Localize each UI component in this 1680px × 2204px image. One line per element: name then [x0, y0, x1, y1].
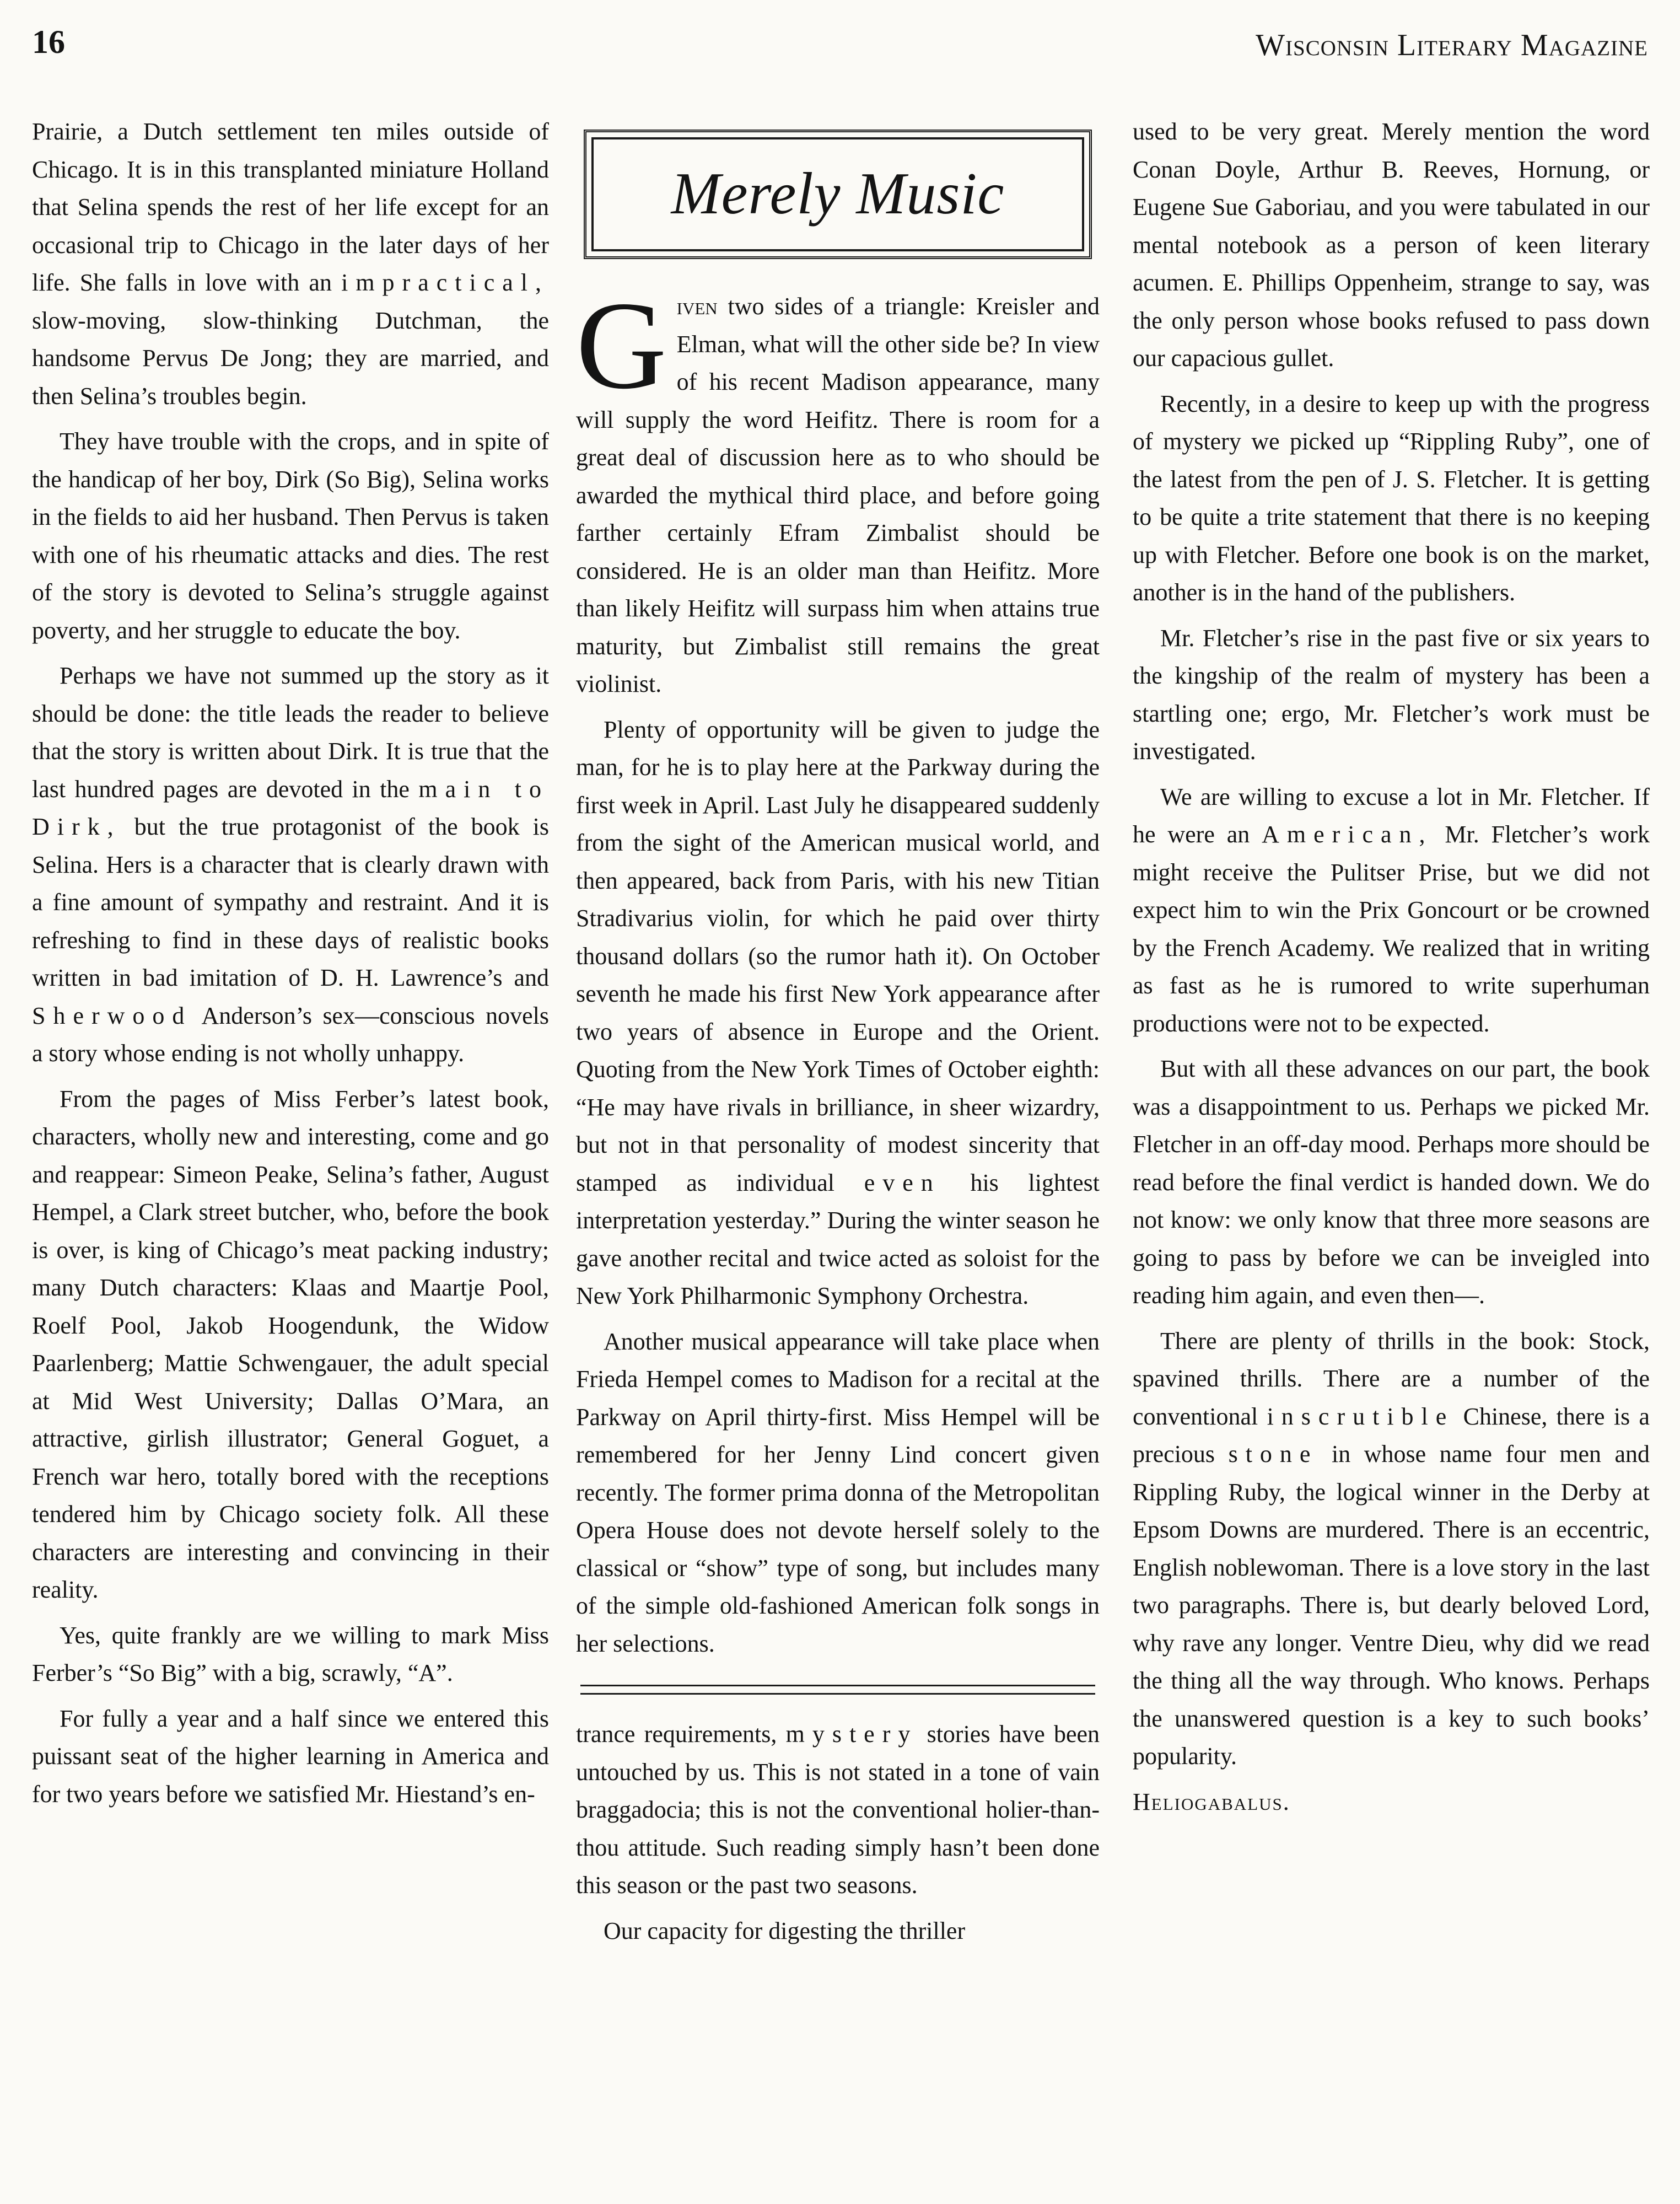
text-span: slow-moving, slow-thinking Dutchman, the handsome Pervus De Jong; they are married, and then Selina’s troubles begin.: [32, 307, 549, 410]
paragraph: [1133, 1323, 1650, 1776]
paragraph: [576, 711, 1100, 1315]
paragraph: [32, 113, 549, 415]
article-title-box: [584, 130, 1092, 259]
text-span: stories have been untouched by us. This is not stated in a tone of vain braggadocia; this is not the conventional holier-than-thou attitude. Such reading simply hasn’t been done this season or the past two seasons.: [576, 1721, 1100, 1899]
paragraph: For fully a year and a half since we entered this puissant seat of the higher learning in America and for two years before we satisfied Mr. Hiestand’s en-: [32, 1705, 549, 1808]
paragraph: [1133, 778, 1650, 1043]
paragraph: [576, 276, 1100, 703]
text-span: Mr. Fletcher’s work might receive the Pulitser Prise, but we did not expect him to win the Prix Goncourt or be crowned by the French Academy. We realized that in writing as fast as he is rumored to write superhuman productions were not to be expected.: [1133, 821, 1650, 1037]
text-span: trance requirements,: [576, 1721, 777, 1748]
paragraph: Recently, in a desire to keep up with the progress of mystery we picked up “Rippling Ruby”, one of the latest from the pen of J. S. Fletcher. It is getting to be quite a trite statement that there is no keeping up with Fletcher. Before one book is on the market, another is in the hand of the publishers.: [1133, 390, 1650, 606]
running-head: Wisconsin Literary Magazine: [1256, 28, 1648, 62]
spaced-text: main to Dirk,: [32, 775, 549, 840]
paragraph: But with all these advances on our part, the book was a disappointment to us. Perhaps we picked Mr. Fletcher in an off-day mood. Perhaps more should be read before the final verdict is handed down. We do not know: we only know that three more seasons are going to pass by before we can be inveigled into reading him again, and even then—.: [1133, 1055, 1650, 1309]
spaced-text: inscrutible: [1267, 1402, 1455, 1430]
paragraph: [32, 657, 549, 1073]
lead-paragraph: [576, 276, 1100, 703]
paragraph: Our capacity for digesting the thriller: [604, 1917, 966, 1944]
text-span: Chinese, there is a precious: [1133, 1402, 1650, 1467]
spaced-text: American,: [1262, 821, 1433, 848]
spaced-text: mystery: [785, 1721, 918, 1748]
text-span: Perhaps we have not summed up the story as it should be done: the title leads the reader to believe that the story is written about Dirk. It is true that the last hundred pages are devoted in the: [32, 662, 549, 803]
lead-in: iven: [676, 293, 718, 320]
text-span: in whose name four men and Rippling Ruby, the logical winner in the Derby at Epsom Downs are murdered. There is an eccentric, English noblewoman. There is a love story in the last two paragraphs. There is, but dearly beloved Lord, why rave any longer. Ventre Dieu, why did we read the thing all the way through. Who knows. Perhaps the unanswered question is a key to such books’ popularity.: [1133, 1440, 1650, 1770]
page-number: 16: [32, 24, 65, 60]
paragraph: used to be very great. Merely mention the word Conan Doyle, Arthur B. Reeves, Hornung, or Eugene Sue Gaboriau, and you were tabulated in our mental notebook as a person of keen literary acumen. E. Phillips Oppenheim, strange to say, was the only person whose books refused to pass down our capacious gullet.: [1133, 118, 1650, 372]
text-span: his lightest interpretation yesterday.” During the winter season he gave another recital and twice acted as soloist for the New York Philharmonic Symphony Orchestra.: [576, 1169, 1100, 1309]
text-span: Anderson’s sex—conscious novels a story whose ending is not wholly unhappy.: [32, 1002, 549, 1067]
article-title: Merely Music: [671, 161, 1005, 227]
drop-cap: G: [576, 276, 667, 415]
text-span: We are willing to excuse a lot in Mr. Fletcher. If he were an: [1133, 783, 1650, 848]
spaced-text: even: [864, 1169, 941, 1196]
column-right: [1133, 113, 1650, 2186]
text-span: but the true protagonist of the book is Selina. Hers is a character that is clearly drawn with a fine amount of sympathy and restraint. And it is refreshing to find in these days of realistic books written in bad imitation of D. H. Lawrence’s and: [32, 813, 549, 991]
paragraph: They have trouble with the crops, and in spite of the handicap of her boy, Dirk (So Big), Selina works in the fields to aid her husband. Then Pervus is taken with one of his rheumatic attacks and dies. The rest of the story is devoted to Selina’s struggle against poverty, and her struggle to educate the boy.: [32, 428, 549, 644]
text-span: Plenty of opportunity will be given to judge the man, for he is to play here at the Parkway during the first week in April. Last July he disappeared suddenly from the sight of the American musical world, and then appeared, back from Paris, with his new Titian Stradivarius violin, for which he paid over thirty thousand dollars (so the rumor hath it). On October seventh he made his first New York appearance after two years of absence in Europe and the Orient. Quoting from the New York Times of October eighth: “He may have rivals in brilliance, in sheer wizardry, but not in that personality of modest sincerity that stamped as individual: [576, 716, 1100, 1196]
column-left: [32, 113, 549, 2186]
paragraph: Yes, quite frankly are we willing to mark Miss Ferber’s “So Big” with a big, scrawly, “A”.: [32, 1621, 549, 1686]
spaced-text: stone: [1228, 1440, 1318, 1467]
paragraph: [576, 1716, 1100, 1905]
spaced-text: Sherwood: [32, 1002, 192, 1029]
spaced-text: impractical,: [341, 269, 549, 296]
text-span: two sides of a triangle: Kreisler and Elman, what will the other side be? In view of his recent Madison appearance, many will supply the word Heifitz. There is room for a great deal of discussion here as to who should be awarded the mythical third place, and before going farther certainly Efram Zimbalist should be considered. He is an older man than Heifitz. More than likely Heifitz will surpass him when attains true maturity, but Zimbalist still remains the great violinist.: [576, 293, 1100, 697]
paragraph: Another musical appearance will take place when Frieda Hempel comes to Madison for a recital at the Parkway on April thirty-first. Miss Hempel will be remembered for her Jenny Lind concert given recently. The former prima donna of the Metropolitan Opera House does not devote herself solely to the classical or “show” type of song, but includes many of the simple old-fashioned American folk songs in her selections.: [576, 1327, 1100, 1657]
paragraph: From the pages of Miss Ferber’s latest book, characters, wholly new and interesting, come and go and reappear: Simeon Peake, Selina’s father, August Hempel, a Clark street butcher, who, before the book is over, is king of Chicago’s meat packing industry; many Dutch characters: Klaas and Maartje Pool, Roelf Pool, Jakob Hoogendunk, the Widow Paarlenberg; Mattie Schwengauer, the adult special at Mid West University; Dallas O’Mara, an attractive, girlish illustrator; General Goguet, a French war hero, totally bored with the receptions tendered him by Chicago society folk. All these characters are interesting and convincing in their reality.: [32, 1085, 549, 1603]
paragraph: Mr. Fletcher’s rise in the past five or six years to the kingship of the realm of mystery has been a startling one; ergo, Mr. Fletcher’s work must be investigated.: [1133, 624, 1650, 765]
text-span: Prairie, a Dutch settlement ten miles outside of Chicago. It is in this transplanted miniature Holland that Selina spends the rest of her life except for an occasional trip to Chicago in the later days of her life. She falls in love with an: [32, 118, 549, 296]
column-middle: [576, 113, 1100, 2186]
author-signature: Heliogabalus.: [1133, 1788, 1290, 1815]
text-span: There are plenty of thrills in the book: Stock, spavined thrills. There are a number of the conventional: [1133, 1327, 1650, 1430]
page-header: [0, 0, 1680, 110]
section-divider: [580, 1685, 1095, 1695]
